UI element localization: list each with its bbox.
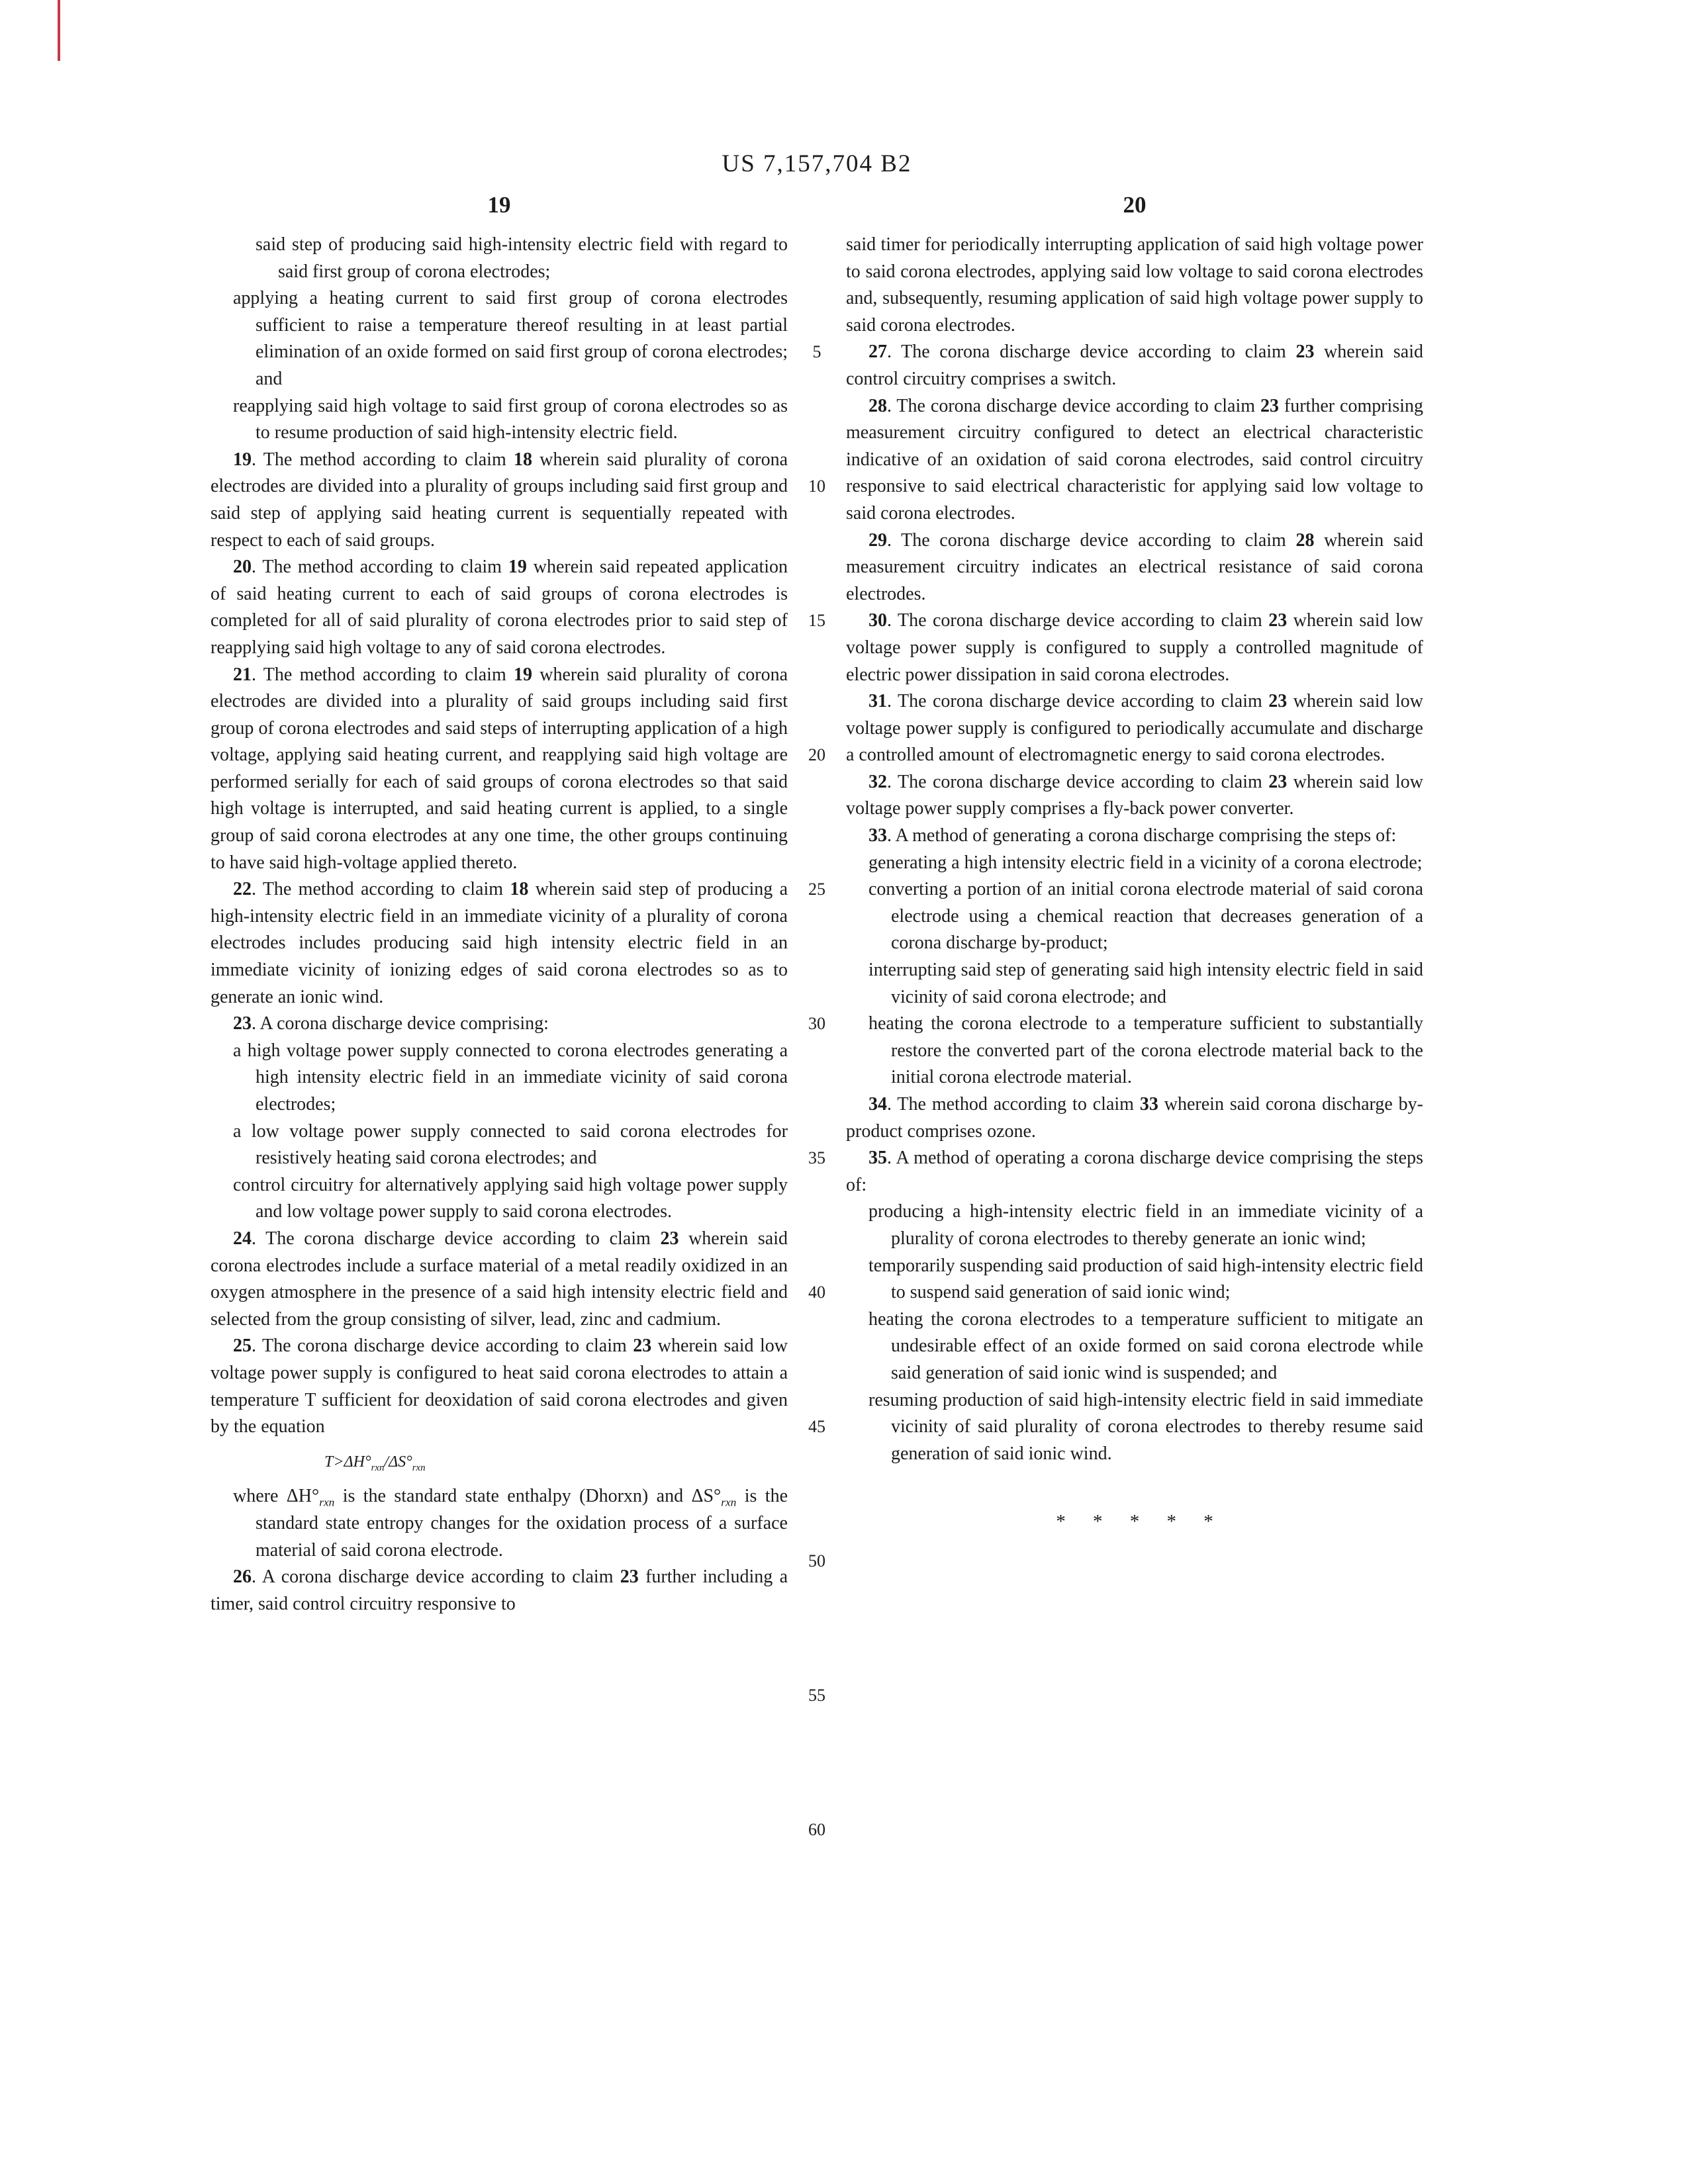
line-number: 40	[808, 1283, 825, 1302]
claim-paragraph: 32. The corona discharge device according to claim 23 wherein said low voltage power supply comprises a fly-back power converter.	[846, 771, 1423, 819]
left-column-number: 19	[487, 192, 511, 218]
claim-paragraph: 26. A corona discharge device according to claim 23 further including a timer, said control circuitry responsive to	[211, 1567, 788, 1614]
line-number: 30	[808, 1014, 825, 1034]
claim-paragraph: said timer for periodically interrupting application of said high voltage power to said corona electrodes, applying said low voltage to said corona electrodes and, subsequently, resuming application of said high voltage power supply to said corona electrodes.	[846, 234, 1423, 336]
claim-paragraph: interrupting said step of generating said high intensity electric field in said vicinity of said corona electrode; and	[868, 960, 1423, 1007]
equation: $T>\Delta H^\circ_{rxn}/\Delta S^\circ_{rxn}$	[324, 1453, 426, 1473]
claim-paragraph: 24. The corona discharge device according to claim 23 wherein said corona electrodes include a surface material of a metal readily oxidized in an oxygen atmosphere in the presence of a said high intensity electric field and selected from the group consisting of silver, lead, zinc and cadmium.	[211, 1228, 788, 1330]
claim-paragraph: temporarily suspending said production of said high-intensity electric field to suspend said generation of said ionic wind;	[868, 1255, 1423, 1303]
claims-body	[211, 232, 1423, 1886]
claim-paragraph: a high voltage power supply connected to corona electrodes generating a high intensity electric field in an immediate vicinity of said corona electrodes;	[233, 1040, 788, 1115]
claim-paragraph: where $\Delta H^\circ_{rxn}$ is the standard state enthalpy (Dhorxn) and $\Delta S^\circ_{rxn}$ is the standard state entropy changes for the oxidation process of a surface material of said corona electrode.	[233, 1486, 788, 1561]
right-column-number: 20	[1123, 192, 1147, 218]
line-number: 60	[808, 1820, 825, 1840]
claim-paragraph: resuming production of said high-intensity electric field in said immediate vicinity of said plurality of corona electrodes to thereby resume said generation of said ionic wind.	[868, 1389, 1423, 1464]
column-number-spacer	[788, 192, 846, 218]
line-number-gutter	[788, 232, 846, 1886]
claim-paragraph: a low voltage power supply connected to said corona electrodes for resistively heating said corona electrodes; and	[233, 1120, 788, 1169]
claim-paragraph: 31. The corona discharge device according to claim 23 wherein said low voltage power supply is configured to periodically accumulate and discharge a controlled amount of electromagnetic energy to said corona electrodes.	[846, 691, 1423, 766]
claim-paragraph: 20. The method according to claim 19 wherein said repeated application of said heating current to each of said groups of corona electrodes is completed for all of said plurality of corona electrodes prior to said step of reapplying said high voltage to any of said corona electrodes.	[211, 557, 788, 658]
claim-paragraph: 19. The method according to claim 18 wherein said plurality of corona electrodes are divided into a plurality of groups including said first group and said step of applying said heating current is sequentially repeated with respect to each of said groups.	[211, 449, 788, 551]
claim-paragraph: 27. The corona discharge device according to claim 23 wherein said control circuitry comprises a switch.	[846, 341, 1423, 389]
patent-number-title: US 7,157,704 B2	[722, 150, 912, 177]
claim-paragraph: said step of producing said high-intensity electric field with regard to said first group of corona electrodes;	[256, 234, 788, 282]
claim-paragraph: 33. A method of generating a corona discharge comprising the steps of:	[868, 825, 1397, 846]
scan-artifact-mark	[58, 0, 60, 61]
claim-paragraph: heating the corona electrode to a temperature sufficient to substantially restore the converted part of the corona electrode material back to the initial corona electrode material.	[868, 1013, 1423, 1088]
claim-paragraph: 28. The corona discharge device according to claim 23 further comprising measurement circuitry configured to detect an electrical characteristic indicative of an oxidation of said corona electrodes, said control circuitry responsive to said electrical characteristic for applying said low voltage to said corona electrodes.	[846, 395, 1424, 523]
claim-paragraph: 23. A corona discharge device comprising:	[233, 1013, 549, 1034]
claim-paragraph: 21. The method according to claim 19 wherein said plurality of corona electrodes are divided into a plurality of said groups including said first group of corona electrodes and said steps of interrupting application of a high voltage, applying said heating current, and reapplying said high voltage are performed serially for each of said groups of corona electrodes so that said high voltage is interrupted, and said heating current is applied, to a single group of said corona electrodes at any one time, the other groups continuing to have said high-voltage applied thereto.	[211, 664, 788, 873]
line-number: 25	[808, 880, 825, 899]
claim-paragraph: applying a heating current to said first group of corona electrodes sufficient to raise a temperature thereof resulting in at least partial elimination of an oxide formed on said first group of corona electrodes; and	[233, 288, 788, 389]
line-number: 35	[808, 1148, 825, 1168]
claim-paragraph: control circuitry for alternatively applying said high voltage power supply and low voltage power supply to said corona electrodes.	[233, 1174, 788, 1222]
claim-paragraph: reapplying said high voltage to said first group of corona electrodes so as to resume production of said high-intensity electric field.	[233, 395, 788, 443]
line-number: 10	[808, 477, 825, 496]
line-number: 15	[808, 611, 825, 631]
claim-paragraph: producing a high-intensity electric field in an immediate vicinity of a plurality of corona electrodes to thereby generate an ionic wind;	[868, 1201, 1423, 1249]
claim-paragraph: 30. The corona discharge device according to claim 23 wherein said low voltage power supply is configured to supply a controlled magnitude of electric power dissipation in said corona electrodes.	[846, 610, 1423, 685]
end-of-claims-asterisks: * * * * *	[1056, 1511, 1213, 1533]
line-number: 5	[812, 342, 821, 362]
line-number: 45	[808, 1417, 825, 1437]
claim-paragraph: 22. The method according to claim 18 wherein said step of producing a high-intensity electric field in an immediate vicinity of a plurality of corona electrodes includes producing said high intensity electric field in an immediate vicinity of ionizing edges of said corona electrodes so as to generate an ionic wind.	[211, 879, 788, 1007]
claim-paragraph: 29. The corona discharge device according to claim 28 wherein said measurement circuitry indicates an electrical resistance of said corona electrodes.	[846, 529, 1423, 604]
claim-paragraph: 25. The corona discharge device according to claim 23 wherein said low voltage power supply is configured to heat said corona electrodes to attain a temperature T sufficient for deoxidation of said corona electrodes and given by the equation	[211, 1336, 788, 1437]
line-number: 55	[808, 1686, 825, 1706]
claim-paragraph: 34. The method according to claim 33 wherein said corona discharge by-product comprises ozone.	[846, 1094, 1423, 1142]
claim-paragraph: 35. A method of operating a corona discharge device comprising the steps of:	[846, 1148, 1423, 1195]
claim-paragraph: converting a portion of an initial corona electrode material of said corona electrode using a chemical reaction that decreases generation of a corona discharge by-product;	[868, 879, 1423, 954]
right-column	[846, 232, 1423, 1555]
line-number: 50	[808, 1551, 825, 1571]
left-column	[211, 232, 788, 1617]
claim-paragraph: heating the corona electrodes to a temperature sufficient to mitigate an undesirable effect of an oxide formed on said corona electrode while said generation of said ionic wind is suspended; and	[868, 1308, 1423, 1383]
line-number: 20	[808, 745, 825, 765]
column-number-row	[211, 192, 1423, 218]
claim-paragraph: generating a high intensity electric field in a vicinity of a corona electrode;	[868, 852, 1423, 873]
